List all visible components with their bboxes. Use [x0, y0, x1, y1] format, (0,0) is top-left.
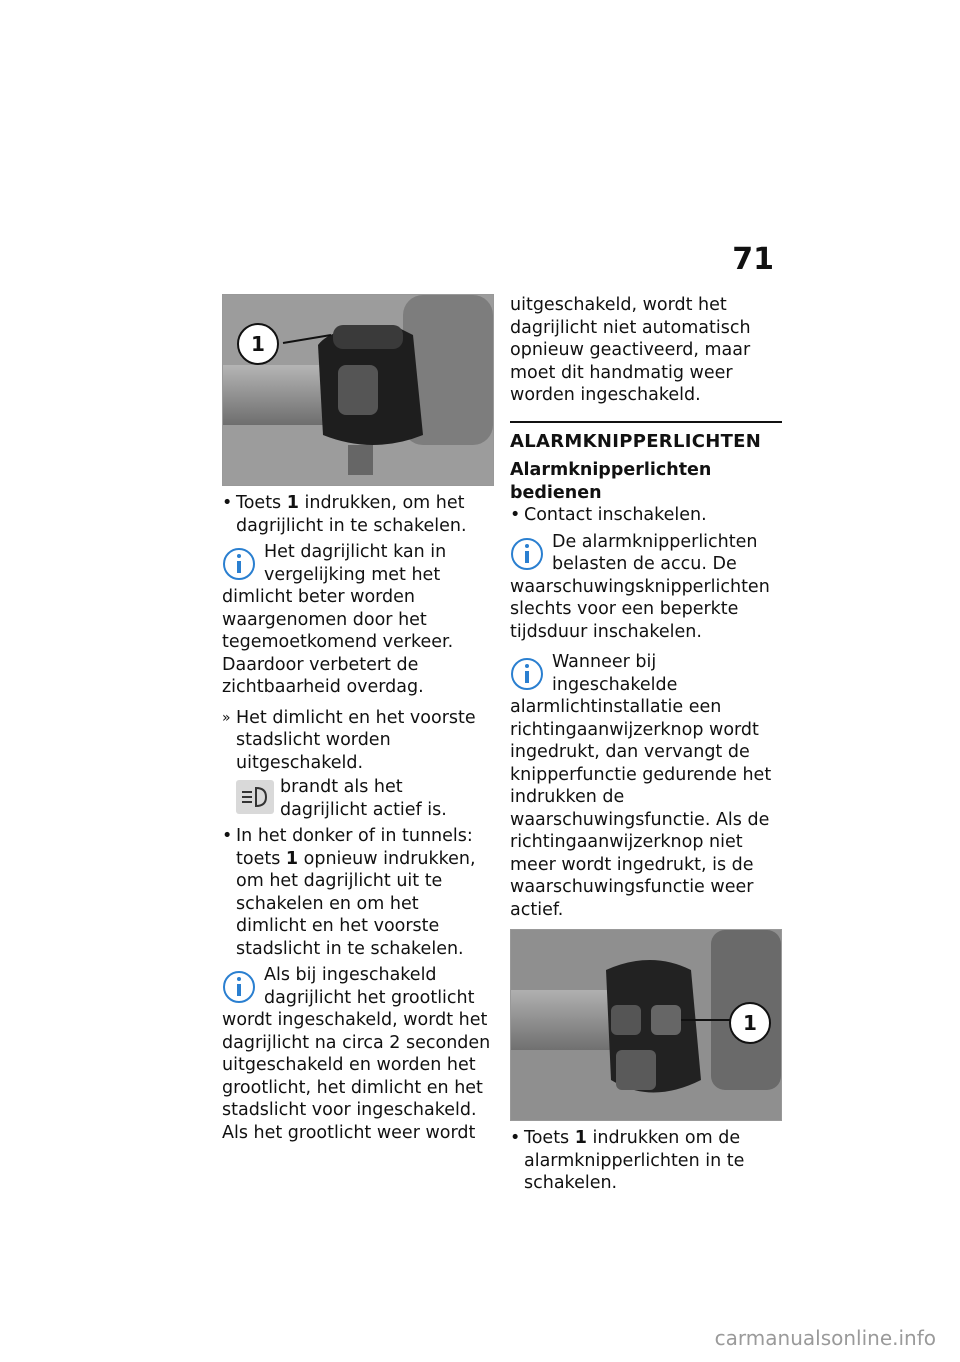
right-column [510, 294, 782, 1195]
info-icon [222, 543, 256, 585]
result-text: » Het dimlicht en het voorste stadslicht worden uitgeschakeld. [222, 707, 494, 775]
info-note-1: Het dagrijlicht kan in vergelijking met het dimlicht beter worden waargenomen door het tegemoetkomend verkeer. Daardoor verbetert de zichtbaarheid overdag. [222, 542, 454, 697]
info-icon [510, 653, 544, 695]
instruction-alarm-toets-1: • Toets 1 indrukken om de alarmknipperlichten in te schakelen. [510, 1127, 782, 1195]
section-title: ALARMKNIPPERLICHTEN [510, 430, 762, 452]
lamp-indicator-note: brandt als het dagrijlicht actief is. [236, 776, 494, 821]
continued-text: uitgeschakeld, wordt het dagrijlicht niet automatisch opnieuw geactiveerd, maar moet dit handmatig weer worden ingeschakeld. [510, 295, 751, 405]
handlebar-photo-left [222, 294, 494, 486]
info-icon [510, 533, 544, 575]
section-divider [510, 421, 782, 423]
info-note-2: Als bij ingeschakeld dagrijlicht het grootlicht wordt ingeschakeld, wordt het dagrijlicht na circa 2 seconden uitgeschakeld en worden het grootlicht, het dimlicht en het stadslicht voor ingeschakeld. Als het grootlicht weer wordt [222, 965, 491, 1143]
daytime-light-icon [236, 780, 274, 814]
sub-title: Alarmknipperlichten bedienen [510, 460, 712, 503]
info-icon [222, 966, 256, 1008]
left-column [222, 294, 494, 1152]
instruction-tunnels: • In het donker of in tunnels: toets 1 opnieuw indrukken, om het dagrijlicht uit te schakelen en om het dimlicht en het voorste stadslicht in te schakelen. [222, 825, 494, 960]
callout-1-left: 1 [237, 323, 279, 365]
instruction-contact: • Contact inschakelen. [510, 504, 782, 527]
instruction-toets-1: • Toets 1 indrukken, om het dagrijlicht in te schakelen. [222, 492, 494, 537]
info-note-4: Wanneer bij ingeschakelde alarmlichtinstallatie een richtingaanwijzerknop wordt ingedrukt, dan vervangt de knipperfunctie gedurende het indrukken de waarschuwingsfunctie. Als de richtingaanwijzerknop niet meer wordt ingedrukt, is de waarschuwingsfunctie weer actief. [510, 652, 772, 920]
page-number: 71 [732, 242, 774, 277]
handlebar-photo-right [510, 929, 782, 1121]
callout-1-right: 1 [729, 1002, 771, 1044]
info-note-3: De alarmknipperlichten belasten de accu. De waarschuwingsknipperlichten slechts voor een beperkte tijdsduur inschakelen. [510, 531, 770, 642]
watermark: carmanualsonline.info [714, 1326, 936, 1350]
